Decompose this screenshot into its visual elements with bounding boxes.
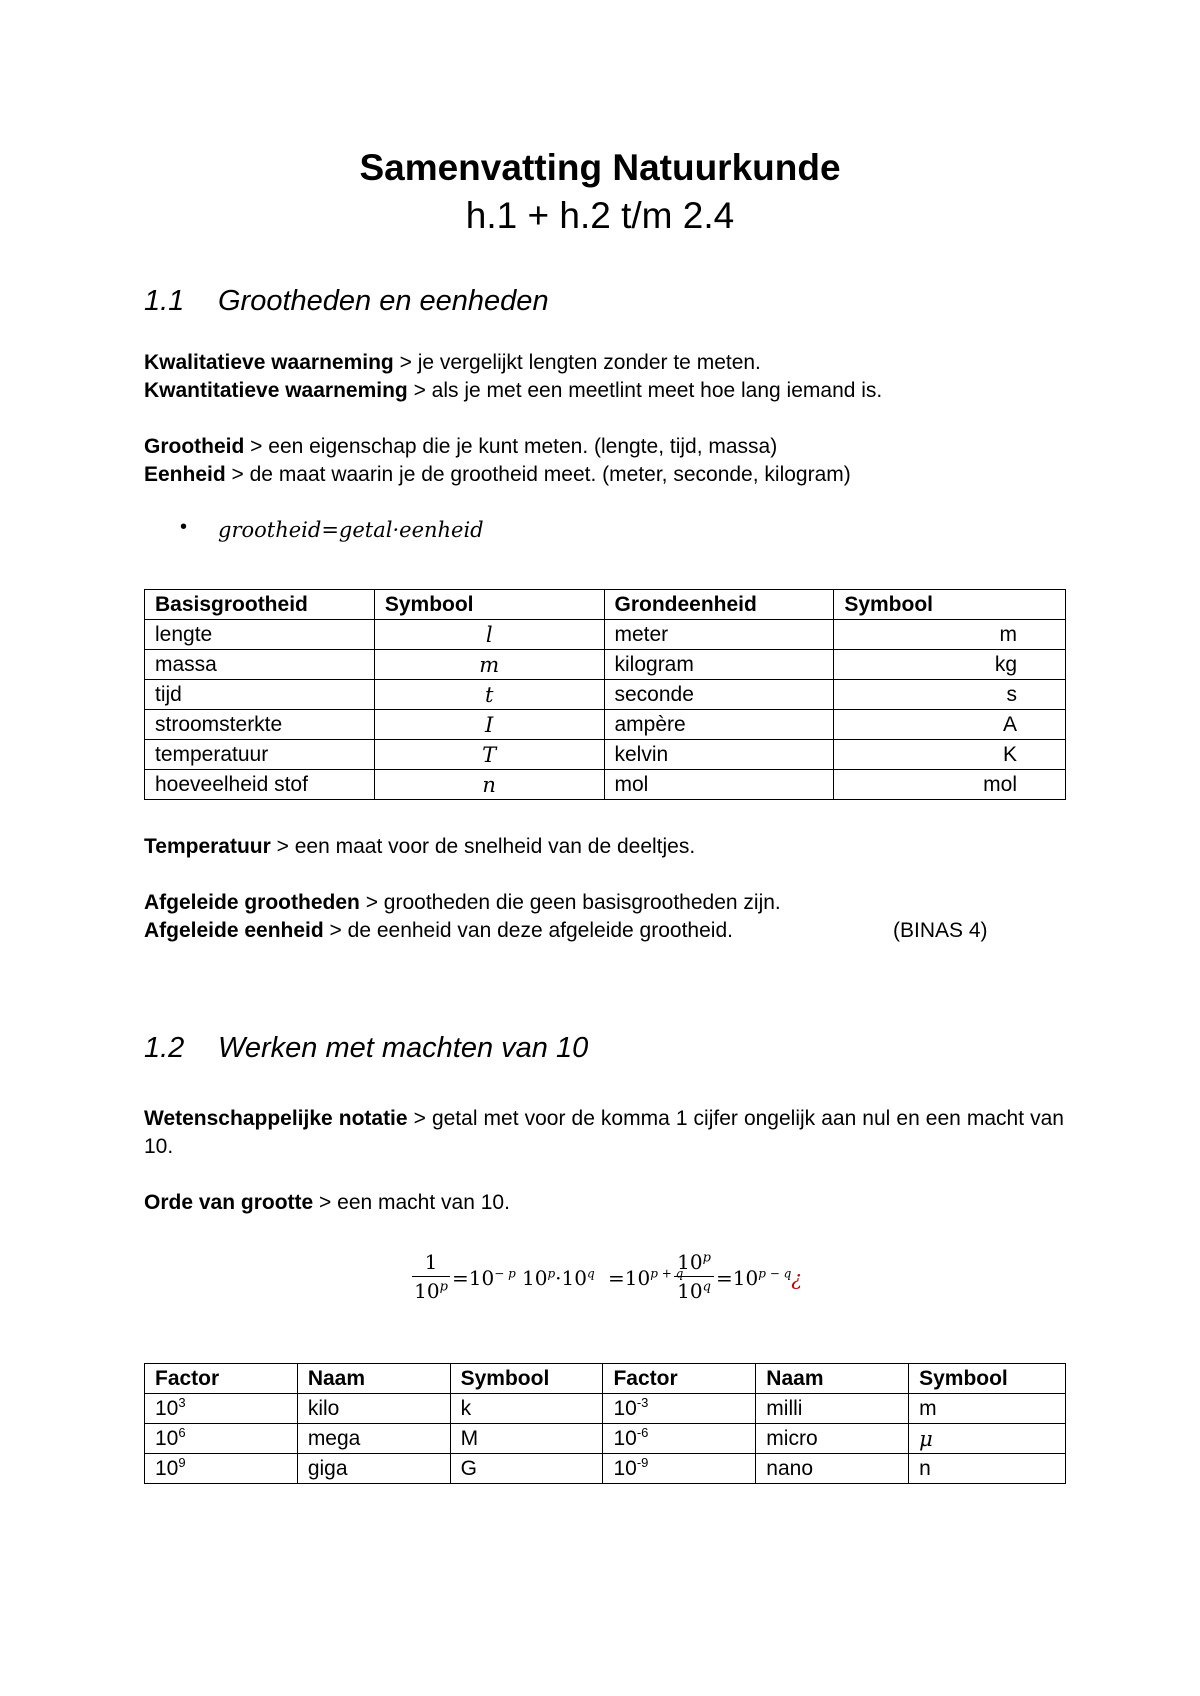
definition-text: > een maat voor de snelheid van de deeltjes. bbox=[270, 835, 696, 858]
section-number: 1.1 bbox=[144, 285, 185, 317]
table-cell: K bbox=[834, 740, 1066, 770]
table-cell: seconde bbox=[604, 680, 834, 710]
fraction-bar bbox=[412, 1276, 450, 1277]
table-cell: mol bbox=[834, 770, 1066, 800]
definition-wetenschappelijke-notatie bbox=[144, 1105, 1064, 1161]
base: =10 bbox=[452, 1266, 495, 1290]
exponent: q bbox=[586, 1266, 595, 1281]
definition-term: Afgeleide eenheid bbox=[144, 919, 324, 942]
table-cell: n bbox=[909, 1454, 1066, 1484]
table-row bbox=[145, 770, 1066, 800]
definition-temperatuur bbox=[144, 833, 1064, 861]
base: 10 bbox=[155, 1456, 179, 1480]
definition-term: Kwantitatieve waarneming bbox=[144, 379, 408, 402]
fraction-denominator bbox=[412, 1279, 450, 1303]
definition-text: > grootheden die geen basisgrootheden zijn. bbox=[359, 891, 781, 914]
table-cell: m bbox=[374, 650, 604, 680]
table-cell bbox=[145, 1424, 298, 1454]
base-quantities-table bbox=[144, 589, 1066, 800]
definition-kwalitatief bbox=[144, 349, 1064, 377]
formula-grootheid: grootheid=getal·eenheid bbox=[218, 518, 484, 542]
table-header-row bbox=[145, 1364, 1066, 1394]
definition-term: Temperatuur bbox=[144, 835, 271, 858]
definition-term: Wetenschappelijke notatie bbox=[144, 1107, 408, 1130]
fraction-one-over-10p bbox=[412, 1250, 450, 1303]
base: 10 bbox=[522, 1266, 548, 1290]
exponent: 6 bbox=[178, 1424, 186, 1440]
definition-text: > een eigenschap die je kunt meten. (lengte, tijd, massa) bbox=[244, 435, 778, 458]
term-10-p-plus-q bbox=[608, 1266, 683, 1290]
bullet-icon: • bbox=[180, 516, 188, 538]
table-cell: temperatuur bbox=[145, 740, 375, 770]
exponent: q bbox=[702, 1279, 711, 1295]
table-cell: lengte bbox=[145, 620, 375, 650]
definition-kwantitatief bbox=[144, 377, 1064, 405]
fraction-numerator: 1 bbox=[424, 1250, 438, 1274]
table-cell bbox=[603, 1424, 756, 1454]
exponent: 9 bbox=[178, 1454, 186, 1470]
exponent: 3 bbox=[178, 1394, 186, 1410]
definition-term: Kwalitatieve waarneming bbox=[144, 351, 394, 374]
table-cell: stroomsterkte bbox=[145, 710, 375, 740]
exponent: -3 bbox=[636, 1394, 649, 1410]
definition-text: > als je met een meetlint meet hoe lang iemand is. bbox=[407, 379, 883, 402]
exponent: -6 bbox=[636, 1424, 649, 1440]
table-header-row bbox=[145, 590, 1066, 620]
table-row bbox=[145, 1394, 1066, 1424]
base: 10 bbox=[155, 1426, 179, 1450]
base: 10 bbox=[155, 1396, 179, 1420]
exponent: p bbox=[547, 1266, 556, 1281]
term-product bbox=[522, 1266, 595, 1290]
definition-text: > getal met voor de komma 1 cijfer ongelijk aan nul en een macht van 10. bbox=[144, 1107, 1064, 1158]
page-title: Samenvatting Natuurkunde bbox=[359, 147, 841, 188]
definition-term: Afgeleide grootheden bbox=[144, 891, 360, 914]
table-header-cell: Naam bbox=[756, 1364, 909, 1394]
definition-text: > de eenheid van deze afgeleide grootheid. bbox=[323, 919, 733, 942]
table-cell: m bbox=[834, 620, 1066, 650]
base: 10 bbox=[677, 1279, 703, 1303]
table-cell: hoeveelheid stof bbox=[145, 770, 375, 800]
definition-text: > een macht van 10. bbox=[313, 1191, 510, 1214]
term-10-minus-p bbox=[452, 1266, 516, 1290]
table-row bbox=[145, 680, 1066, 710]
definition-eenheid bbox=[144, 461, 1064, 489]
table-cell: l bbox=[374, 620, 604, 650]
table-cell: micro bbox=[756, 1424, 909, 1454]
table-header-cell: Symbool bbox=[909, 1364, 1066, 1394]
definition-text: > de maat waarin je de grootheid meet. (meter, seconde, kilogram) bbox=[225, 463, 851, 486]
binas-reference: (BINAS 4) bbox=[893, 919, 988, 942]
table-header-cell: Symbool bbox=[450, 1364, 603, 1394]
table-cell: k bbox=[450, 1394, 603, 1424]
base: 10 bbox=[613, 1396, 637, 1420]
fraction-numerator bbox=[674, 1250, 714, 1274]
term-10-p-minus-q bbox=[716, 1266, 802, 1290]
table-row bbox=[145, 1454, 1066, 1484]
table-cell: milli bbox=[756, 1394, 909, 1424]
section-heading-1-1 bbox=[144, 283, 549, 319]
table-row bbox=[145, 620, 1066, 650]
table-header-cell: Factor bbox=[603, 1364, 756, 1394]
section-number: 1.2 bbox=[144, 1032, 185, 1064]
base: =10 bbox=[716, 1266, 759, 1290]
table-cell: massa bbox=[145, 650, 375, 680]
section-title: Grootheden en eenheden bbox=[218, 285, 549, 317]
exponent: p bbox=[439, 1279, 448, 1295]
table-row bbox=[145, 710, 1066, 740]
table-cell: meter bbox=[604, 620, 834, 650]
definition-grootheid bbox=[144, 433, 1064, 461]
table-header-cell: Symbool bbox=[374, 590, 604, 620]
error-glyph: ¿ bbox=[791, 1266, 802, 1290]
table-cell: nano bbox=[756, 1454, 909, 1484]
definition-term: Grootheid bbox=[144, 435, 245, 458]
fraction-bar bbox=[674, 1276, 714, 1277]
table-header-cell: Naam bbox=[297, 1364, 450, 1394]
base: ·10 bbox=[555, 1266, 587, 1290]
table-cell: kilogram bbox=[604, 650, 834, 680]
table-cell: mol bbox=[604, 770, 834, 800]
table-row bbox=[145, 650, 1066, 680]
table-cell: t bbox=[374, 680, 604, 710]
table-header-cell: Grondeenheid bbox=[604, 590, 834, 620]
table-cell: G bbox=[450, 1454, 603, 1484]
table-cell bbox=[603, 1454, 756, 1484]
table-cell: I bbox=[374, 710, 604, 740]
table-cell bbox=[603, 1394, 756, 1424]
fraction-denominator bbox=[674, 1279, 714, 1303]
definition-afgeleide-grootheden bbox=[144, 889, 1064, 917]
table-cell: μ bbox=[909, 1424, 1066, 1454]
table-row bbox=[145, 740, 1066, 770]
prefix-table bbox=[144, 1363, 1066, 1484]
table-cell: s bbox=[834, 680, 1066, 710]
page-subtitle: h.1 + h.2 t/m 2.4 bbox=[465, 195, 735, 236]
table-cell: ampère bbox=[604, 710, 834, 740]
exponent: p + q bbox=[650, 1266, 684, 1281]
base: 10 bbox=[613, 1456, 637, 1480]
exponent: p − q bbox=[758, 1266, 792, 1281]
table-cell: A bbox=[834, 710, 1066, 740]
table-cell: giga bbox=[297, 1454, 450, 1484]
table-cell: tijd bbox=[145, 680, 375, 710]
table-cell: M bbox=[450, 1424, 603, 1454]
table-header-cell: Factor bbox=[145, 1364, 298, 1394]
fraction-10p-over-10q bbox=[674, 1250, 714, 1303]
exponent: − p bbox=[494, 1266, 516, 1281]
table-cell: kg bbox=[834, 650, 1066, 680]
table-cell: kilo bbox=[297, 1394, 450, 1424]
table-cell: m bbox=[909, 1394, 1066, 1424]
base: 10 bbox=[677, 1250, 703, 1274]
section-heading-1-2 bbox=[144, 1030, 588, 1066]
base: 10 bbox=[414, 1279, 440, 1303]
base: =10 bbox=[608, 1266, 651, 1290]
table-cell: n bbox=[374, 770, 604, 800]
table-row bbox=[145, 1424, 1066, 1454]
definition-term: Orde van grootte bbox=[144, 1191, 314, 1214]
definition-text: > je vergelijkt lengten zonder te meten. bbox=[393, 351, 761, 374]
table-header-cell: Basisgrootheid bbox=[145, 590, 375, 620]
exponent: -9 bbox=[636, 1454, 649, 1470]
definition-term: Eenheid bbox=[144, 463, 226, 486]
table-cell bbox=[145, 1394, 298, 1424]
table-cell: T bbox=[374, 740, 604, 770]
table-cell: kelvin bbox=[604, 740, 834, 770]
table-cell bbox=[145, 1454, 298, 1484]
section-title: Werken met machten van 10 bbox=[218, 1032, 589, 1064]
table-cell: mega bbox=[297, 1424, 450, 1454]
table-header-cell: Symbool bbox=[834, 590, 1066, 620]
definition-orde-van-grootte bbox=[144, 1189, 1064, 1217]
exponent: p bbox=[702, 1250, 711, 1266]
base: 10 bbox=[613, 1426, 637, 1450]
